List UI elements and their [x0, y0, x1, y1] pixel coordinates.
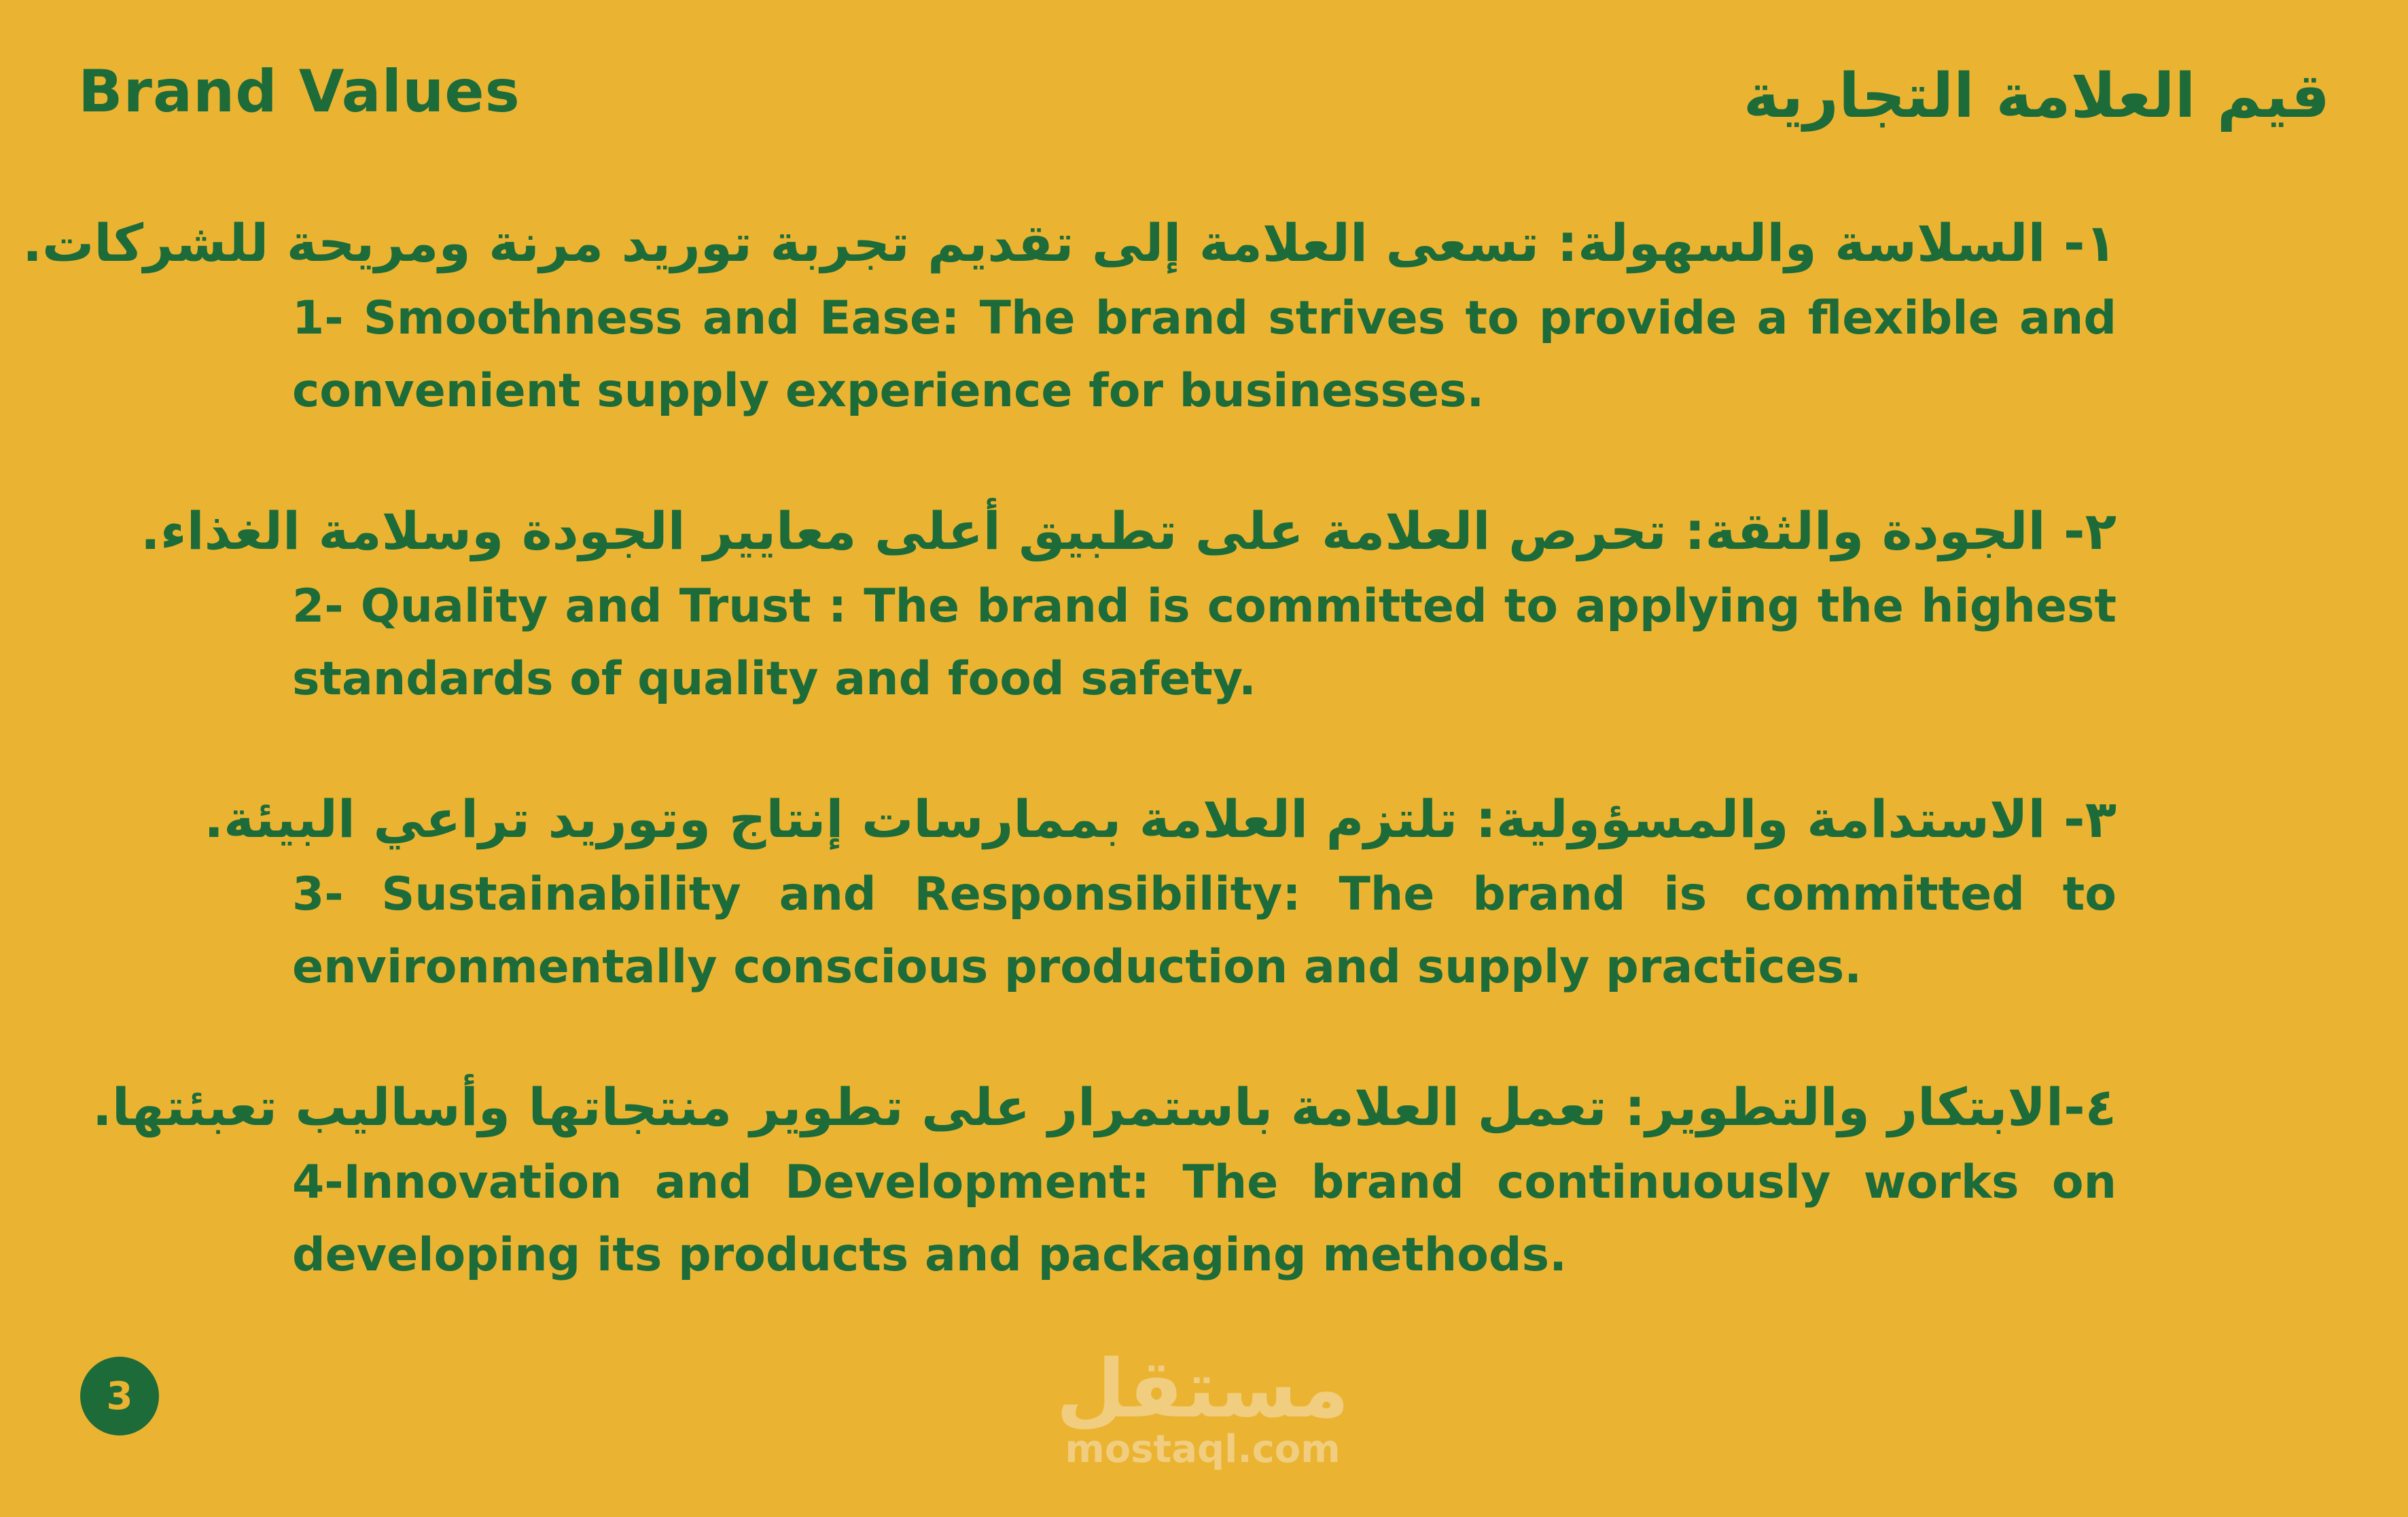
- value-item-smoothness: [22, 211, 2117, 428]
- value-text-arabic: ٤-الابتكار والتطوير: تعمل العلامة باستمرار على تطوير منتجاتها وأساليب تعبئتها.: [92, 1076, 2117, 1137]
- value-text-arabic: ١- السلاسة والسهولة: تسعى العلامة إلى تقديم تجربة توريد مرنة ومريحة للشركات.: [22, 213, 2117, 273]
- value-item-innovation: [92, 1075, 2117, 1292]
- value-text-english: 2- Quality and Trust : The brand is committed to applying the highest standards of quality and food safety.: [292, 579, 2117, 707]
- mostaql-watermark: [1046, 1342, 1359, 1471]
- watermark-arabic: مستقل: [1056, 1342, 1349, 1435]
- watermark-english: mostaql.com: [1065, 1427, 1341, 1471]
- page-number-badge: 3: [80, 1357, 159, 1435]
- value-item-quality: [140, 499, 2117, 716]
- value-text-english: 4-Innovation and Development: The brand continuously works on developing its products and packaging methods.: [292, 1155, 2117, 1283]
- page-title-arabic: قيم العلامة التجارية: [1743, 60, 2330, 132]
- value-item-sustainability: [204, 787, 2117, 1004]
- page-title-english: Brand Values: [78, 58, 520, 126]
- value-text-arabic: ٣- الاستدامة والمسؤولية: تلتزم العلامة بممارسات إنتاج وتوريد تراعي البيئة.: [204, 788, 2117, 849]
- value-text-english: 1- Smoothness and Ease: The brand strives to provide a flexible and convenient supply experience for businesses.: [292, 291, 2117, 418]
- value-text-english: 3- Sustainability and Responsibility: The brand is committed to environmentally conscious production and supply practices.: [292, 867, 2117, 995]
- value-text-arabic: ٢- الجودة والثقة: تحرص العلامة على تطبيق أعلى معايير الجودة وسلامة الغذاء.: [140, 500, 2117, 561]
- brand-values-list: [22, 211, 2117, 1363]
